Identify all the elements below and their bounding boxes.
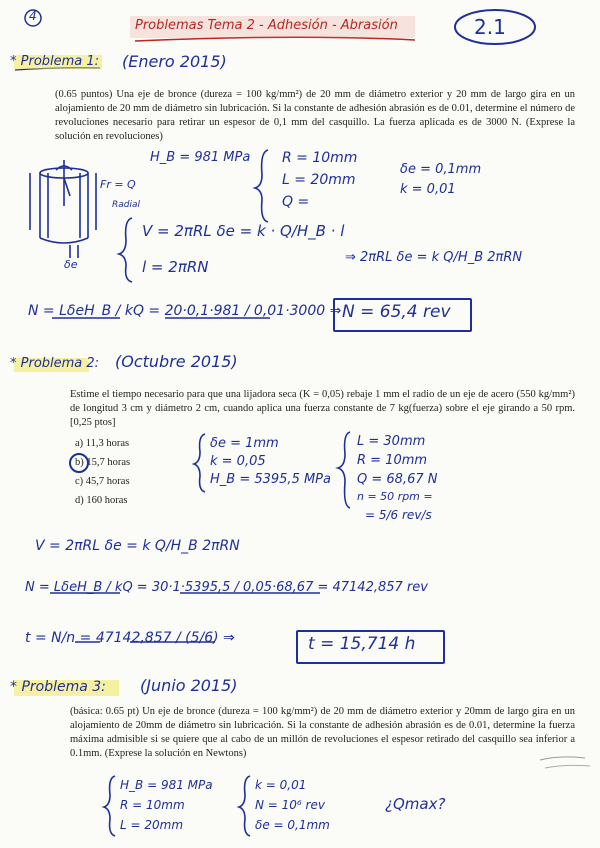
problem2-eq2: N = LδeH_B / kQ = 30·1·5395,5 / 0,05·68,67 = 47142,857 rev — [25, 580, 428, 595]
diagram-label-radial: Radial — [112, 200, 140, 210]
problem1-hb: H_B = 981 MPa — [150, 150, 251, 165]
problem1-label: * Problema 1: — [10, 54, 100, 69]
problem2-option-d: d) 160 horas — [75, 495, 128, 506]
problem2-eq3: t = N/n = 47142,857 / (5/6) ⇒ — [25, 630, 235, 646]
problem1-result: N = 65,4 rev — [342, 302, 451, 322]
section-number: 2.1 — [474, 15, 506, 39]
problem2-given-n2: = 5/6 rev/s — [365, 508, 432, 522]
problem2-given-r: R = 10mm — [357, 453, 428, 468]
problem2-option-b: b) 15,7 horas — [75, 457, 131, 468]
problem1-result-eq: N = LδeH_B / kQ = 20·0,1·981 / 0,01·3000 ⇒ — [28, 303, 342, 319]
page-title: Problemas Tema 2 - Adhesión - Abrasión — [135, 18, 398, 33]
diagram-label-de: δe — [64, 258, 78, 271]
problem2-label: * Problema 2: — [10, 356, 100, 371]
problem1-statement: (0.65 puntos) Una eje de bronce (dureza = 100 kg/mm²) de 20 mm de diámetro exterior y 20 mm de largo gira en un alojamiento de 20 mm de diámetro sin lubricación. Si la constante de adhesión abrasión es de 0.01, determine el número de revoluciones necesario para retirar un espesor de 0,1 mm del casquillo. La fuerza aplicada es de 3000 N. (Exprese la solución en revoluciones) — [55, 89, 575, 142]
problem3-given-r: R = 10mm — [120, 798, 185, 812]
problem2-eq1: V = 2πRL δe = k Q/H_B 2πRN — [35, 538, 240, 554]
problem1-given-k: k = 0,01 — [400, 182, 456, 197]
problem2-option-a: a) 11,3 horas — [75, 438, 130, 449]
problem1-given-de: δe = 0,1mm — [400, 162, 482, 177]
problem2-given-n: n = 50 rpm = — [357, 490, 433, 503]
problem2-given-l: L = 30mm — [357, 434, 426, 449]
problem2-given-q: Q = 68,67 N — [357, 472, 438, 487]
problem1-given-l: L = 20mm — [282, 172, 356, 188]
problem2-option-c: c) 45,7 horas — [75, 476, 130, 487]
problem3-given-k: k = 0,01 — [255, 778, 307, 792]
problem1-eq3: ⇒ 2πRL δe = k Q/H_B 2πRN — [345, 250, 523, 265]
problem2-given-hb: H_B = 5395,5 MPa — [210, 472, 331, 487]
problem1-given-r: R = 10mm — [282, 150, 358, 166]
problem3-date: (Junio 2015) — [140, 676, 238, 695]
problem2-given-k: k = 0,05 — [210, 454, 266, 469]
cylinder-diagram — [30, 160, 96, 258]
problem3-given-l: L = 20mm — [120, 818, 184, 832]
problem3-given-de: δe = 0,1mm — [255, 818, 330, 832]
problem3-given-n: N = 10⁶ rev — [255, 798, 325, 812]
problem2-result: t = 15,714 h — [308, 634, 416, 654]
diagram-label-fr: Fr = Q — [100, 178, 136, 191]
problem3-question: ¿Qmax? — [385, 795, 446, 813]
problem2-given-de: δe = 1mm — [210, 436, 279, 451]
problem1-eq2: l = 2πRN — [142, 258, 209, 276]
problem1-date: (Enero 2015) — [122, 52, 227, 71]
selected-option-circle — [69, 453, 89, 473]
problem3-statement: (básica: 0.65 pt) Un eje de bronce (dureza = 100 kg/mm²) de 20 mm de diámetro exterior y 20mm de largo gira en un alojamiento de 20mm de diámetro sin lubricación. Si la constante de adhesión abrasión es de 0.01, determine la fuerza máxima admisible si se quiere que al cabo de un millón de revoluciones el espesor retirado del casquillo sea inferior a 0.1mm. (Exprese la solución en Newtons) — [70, 706, 575, 759]
problem1-eq1: V = 2πRL δe = k · Q/H_B · l — [142, 222, 345, 240]
problem3-given-hb: H_B = 981 MPa — [120, 778, 213, 792]
problem2-statement: Estime el tiempo necesario para que una lijadora seca (K = 0,05) rebaje 1 mm el radio de un eje de acero (550 kg/mm²) de longitud 3 cm y diámetro 2 cm, cuando aplica una fuerza constante de 7 kg(fuerza) sobre el eje girando a 50 rpm. [0,25 ptos] — [70, 389, 575, 428]
problem3-label: * Problema 3: — [10, 679, 106, 695]
problem2-date: (Octubre 2015) — [115, 352, 238, 371]
problem1-given-q: Q = — [282, 194, 310, 210]
page-number: 4 — [29, 9, 37, 23]
